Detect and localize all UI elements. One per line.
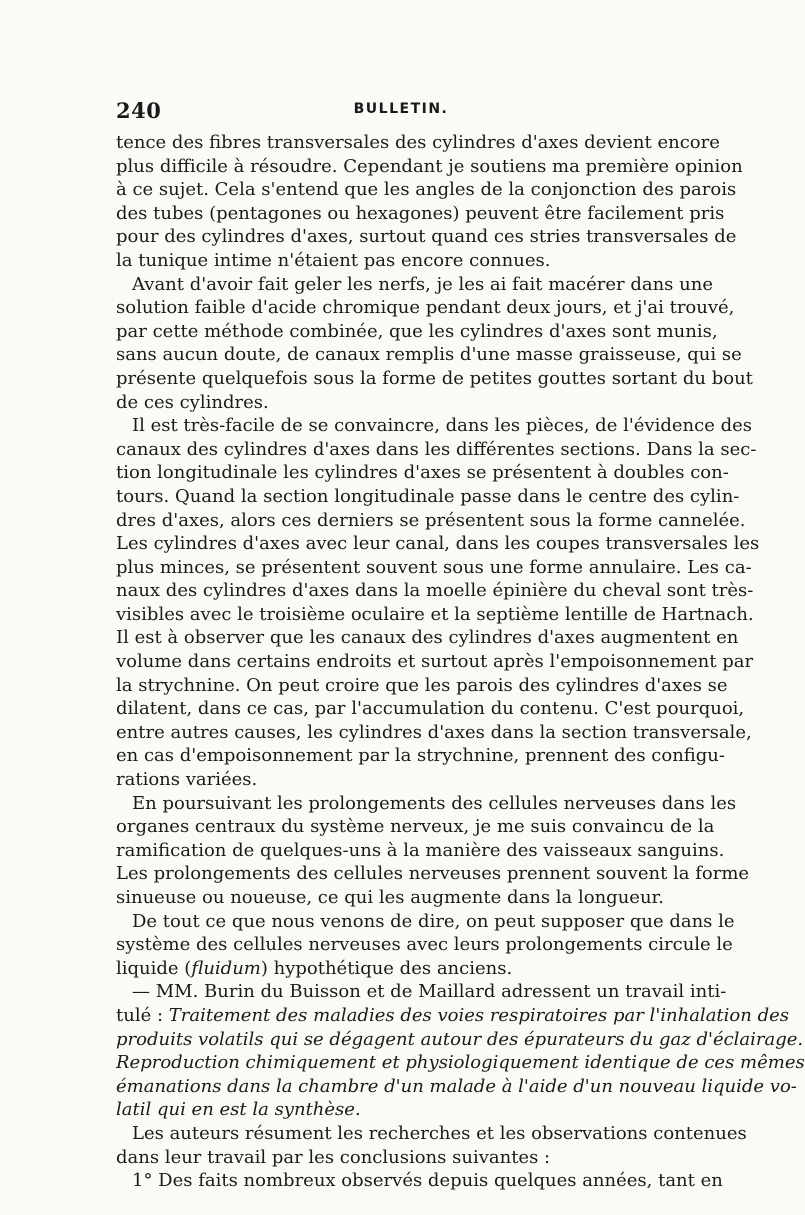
text-line: à ce sujet. Cela s'entend que les angles de la conjonction des parois xyxy=(116,179,737,201)
text-line: Il est à observer que les canaux des cylindres d'axes augmentent en xyxy=(116,627,739,649)
text-line: présente quelquefois sous la forme de petites gouttes sortant du bout xyxy=(116,367,753,389)
text-line: dilatent, dans ce cas, par l'accumulation du contenu. C'est pourquoi, xyxy=(116,698,745,720)
text-line: en cas d'empoisonnement par la strychnine, prennent des configu- xyxy=(116,745,725,767)
text-line: tence des fibres transversales des cylindres d'axes devient encore xyxy=(116,132,720,153)
text-line: produits volatils qui se dégagent autour des épurateurs du gaz d'éclairage. xyxy=(116,1028,804,1050)
text-line: Reproduction chimiquement et physiologiquement identique de ces mêmes xyxy=(116,1052,805,1074)
text-line: dres d'axes, alors ces derniers se présentent sous la forme cannelée. xyxy=(116,509,746,531)
text-line: des tubes (pentagones ou hexagones) peuvent être facilement pris xyxy=(116,202,725,224)
text-line: Les auteurs résument les recherches et les observations contenues xyxy=(132,1122,747,1144)
text-line: organes centraux du système nerveux, je me suis convaincu de la xyxy=(116,816,715,838)
text-line: Les prolongements des cellules nerveuses prennent souvent la forme xyxy=(116,863,750,885)
text-line: volume dans certains endroits et surtout après l'empoisonnement par xyxy=(116,651,754,673)
text-line: pour des cylindres d'axes, surtout quand ces stries transversales de xyxy=(116,226,737,248)
body-text xyxy=(116,131,805,1193)
text-line: système des cellules nerveuses avec leurs prolongements circule le xyxy=(116,934,733,956)
text-line: émanations dans la chambre d'un malade à l'aide d'un nouveau liquide vo- xyxy=(116,1075,797,1097)
text-line: canaux des cylindres d'axes dans les différentes sections. Dans la sec- xyxy=(116,438,757,460)
text-line: tion longitudinale les cylindres d'axes se présentent à doubles con- xyxy=(116,462,729,484)
text-line: Il est très-facile de se convaincre, dans les pièces, de l'évidence des xyxy=(132,415,752,437)
text-line: Avant d'avoir fait geler les nerfs, je les ai fait macérer dans une xyxy=(132,273,713,295)
text-line: latil qui en est la synthèse. xyxy=(116,1099,361,1121)
text-line: En poursuivant les prolongements des cellules nerveuses dans les xyxy=(132,792,737,814)
text-line: De tout ce que nous venons de dire, on peut supposer que dans le xyxy=(132,910,735,932)
text-line: sans aucun doute, de canaux remplis d'une masse graisseuse, qui se xyxy=(116,344,742,366)
text-line: par cette méthode combinée, que les cylindres d'axes sont munis, xyxy=(116,320,718,342)
text-line: plus difficile à résoudre. Cependant je soutiens ma première opinion xyxy=(116,155,743,177)
text-line: tulé : Traitement des maladies des voies respiratoires par l'inhalation des xyxy=(116,1004,789,1026)
text-line: rations variées. xyxy=(116,769,258,791)
text-line: de ces cylindres. xyxy=(116,391,269,413)
text-line: Les cylindres d'axes avec leur canal, dans les coupes transversales les xyxy=(116,533,760,555)
text-line: 1° Des faits nombreux observés depuis quelques années, tant en xyxy=(132,1170,723,1192)
text-line: la tunique intime n'étaient pas encore connues. xyxy=(116,249,551,271)
text-line: la strychnine. On peut croire que les parois des cylindres d'axes se xyxy=(116,674,728,696)
text-line: tours. Quand la section longitudinale passe dans le centre des cylin- xyxy=(116,485,740,507)
text-line: sinueuse ou noueuse, ce qui les augmente dans la longueur. xyxy=(116,887,664,908)
text-line: — MM. Burin du Buisson et de Maillard adressent un travail inti- xyxy=(132,981,727,1003)
text-line: ramification de quelques-uns à la manière des vaisseaux sanguins. xyxy=(116,839,725,861)
text-line: entre autres causes, les cylindres d'axes dans la section transversale, xyxy=(116,721,752,743)
running-head: BULLETIN. xyxy=(353,101,449,117)
text-line: naux des cylindres d'axes dans la moelle épinière du cheval sont très- xyxy=(116,580,754,602)
text-line: visibles avec le troisième oculaire et la septième lentille de Hartnach. xyxy=(116,603,754,625)
text-line: liquide (fluidum) hypothétique des anciens. xyxy=(116,957,513,979)
page-header xyxy=(116,98,686,122)
page-number: 240 xyxy=(116,98,162,123)
text-line: dans leur travail par les conclusions suivantes : xyxy=(116,1146,551,1168)
text-line: plus minces, se présentent souvent sous une forme annulaire. Les ca- xyxy=(116,556,752,578)
text-line: solution faible d'acide chromique pendant deux jours, et j'ai trouvé, xyxy=(116,297,735,319)
